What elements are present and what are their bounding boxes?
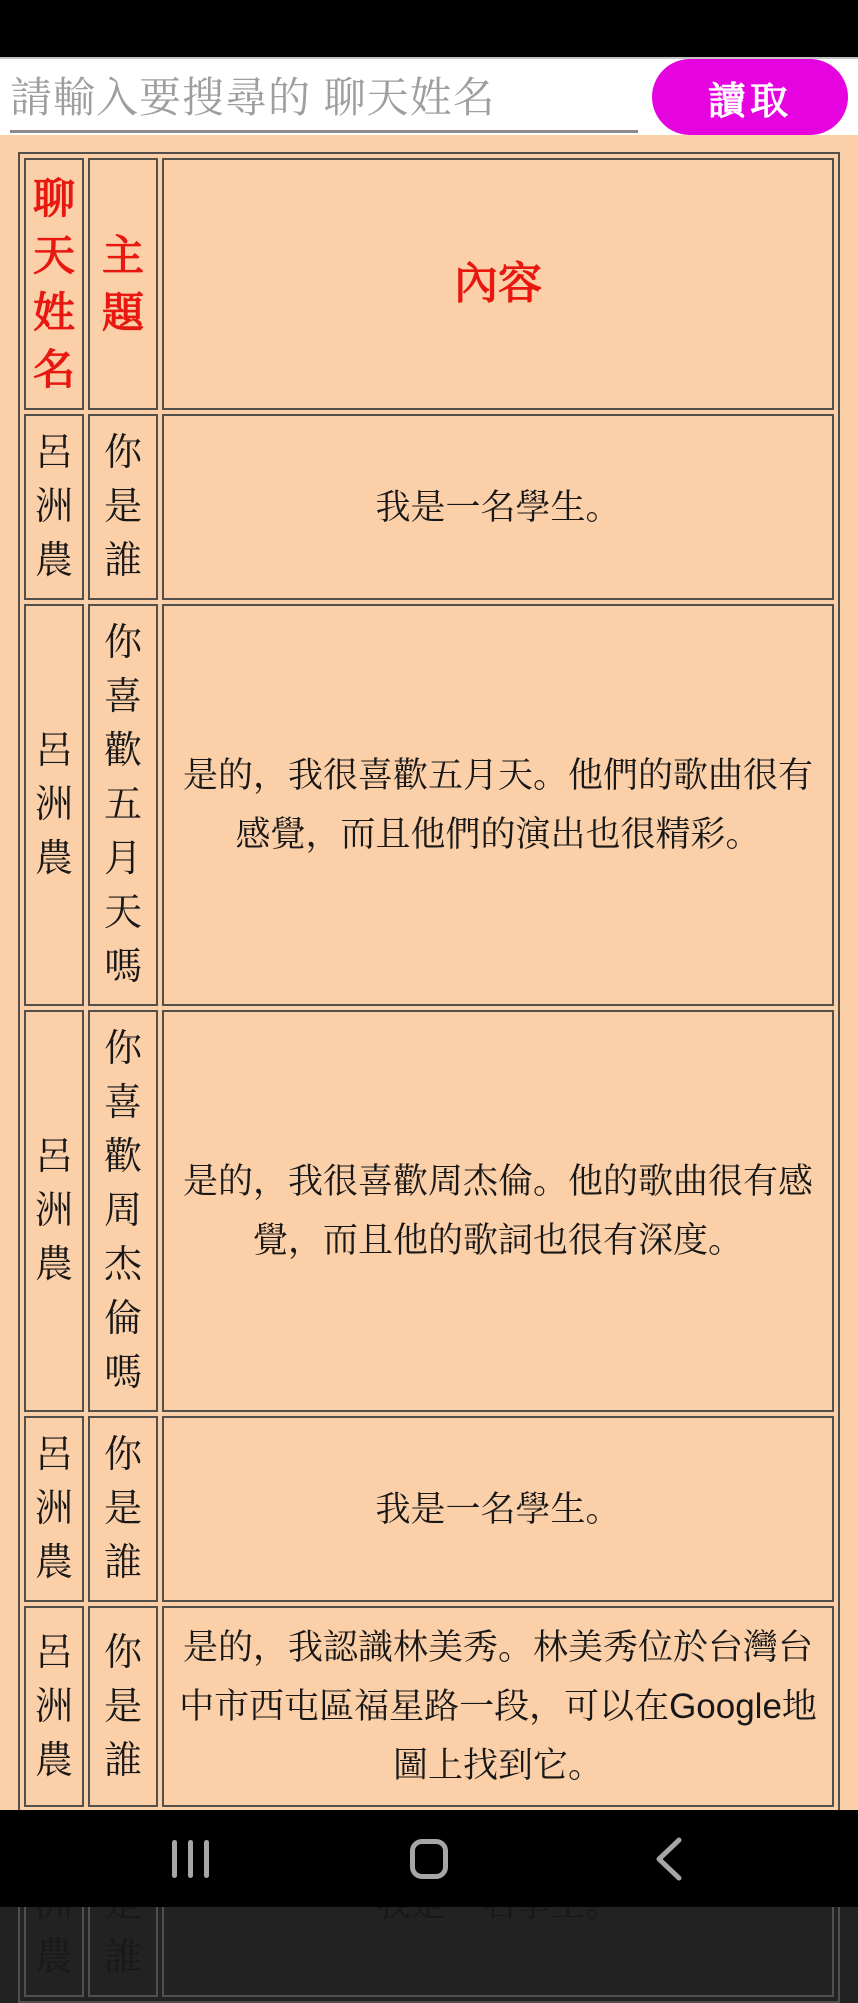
col-header-topic: 主題 — [88, 158, 158, 410]
read-button[interactable]: 讀取 — [652, 59, 848, 135]
back-icon[interactable] — [638, 1829, 698, 1889]
chat-table — [18, 152, 840, 2003]
table-row — [24, 414, 834, 600]
home-icon[interactable] — [399, 1829, 459, 1889]
table-header-row — [24, 158, 834, 410]
table-body — [24, 414, 834, 1997]
chat-name-cell: 呂洲農 — [24, 1416, 84, 1602]
topic-cell: 你喜歡周杰倫嗎 — [88, 1010, 158, 1412]
chat-name-cell: 呂洲農 — [24, 1606, 84, 1807]
search-bar — [0, 59, 858, 135]
table-row — [24, 604, 834, 1006]
table-row — [24, 1416, 834, 1602]
content-cell: 我是一名學生。 — [162, 414, 834, 600]
chat-name-cell: 呂洲農 — [24, 1010, 84, 1412]
chat-table-area — [0, 135, 858, 1979]
col-header-content: 內容 — [162, 158, 834, 410]
topic-cell: 你是誰 — [88, 1416, 158, 1602]
content-cell: 是的，我認識林美秀。林美秀位於台灣台中市西屯區福星路一段，可以在Google地圖上找到它。 — [162, 1606, 834, 1807]
android-nav-bar — [0, 1810, 858, 1907]
col-header-chat-name: 聊天姓名 — [24, 158, 84, 410]
search-input[interactable]: 請輸入要搜尋的 聊天姓名 — [10, 59, 638, 133]
topic-cell: 你喜歡五月天嗎 — [88, 604, 158, 1006]
topic-cell: 誰 — [88, 1811, 158, 1997]
chat-name-cell: 農 — [24, 1811, 84, 1997]
chat-name-cell: 呂洲農 — [24, 414, 84, 600]
table-row — [24, 1010, 834, 1412]
content-cell: 我是一名學生。 — [162, 1416, 834, 1602]
table-row — [24, 1606, 834, 1807]
status-bar — [0, 0, 858, 59]
recents-icon[interactable] — [160, 1829, 220, 1889]
chat-name-cell: 呂洲農 — [24, 604, 84, 1006]
topic-cell: 你是誰 — [88, 414, 158, 600]
topic-cell: 你是誰 — [88, 1606, 158, 1807]
content-cell: 是的，我很喜歡周杰倫。他的歌曲很有感覺，而且他的歌詞也很有深度。 — [162, 1010, 834, 1412]
content-cell: 是的，我很喜歡五月天。他們的歌曲很有感覺，而且他們的演出也很精彩。 — [162, 604, 834, 1006]
